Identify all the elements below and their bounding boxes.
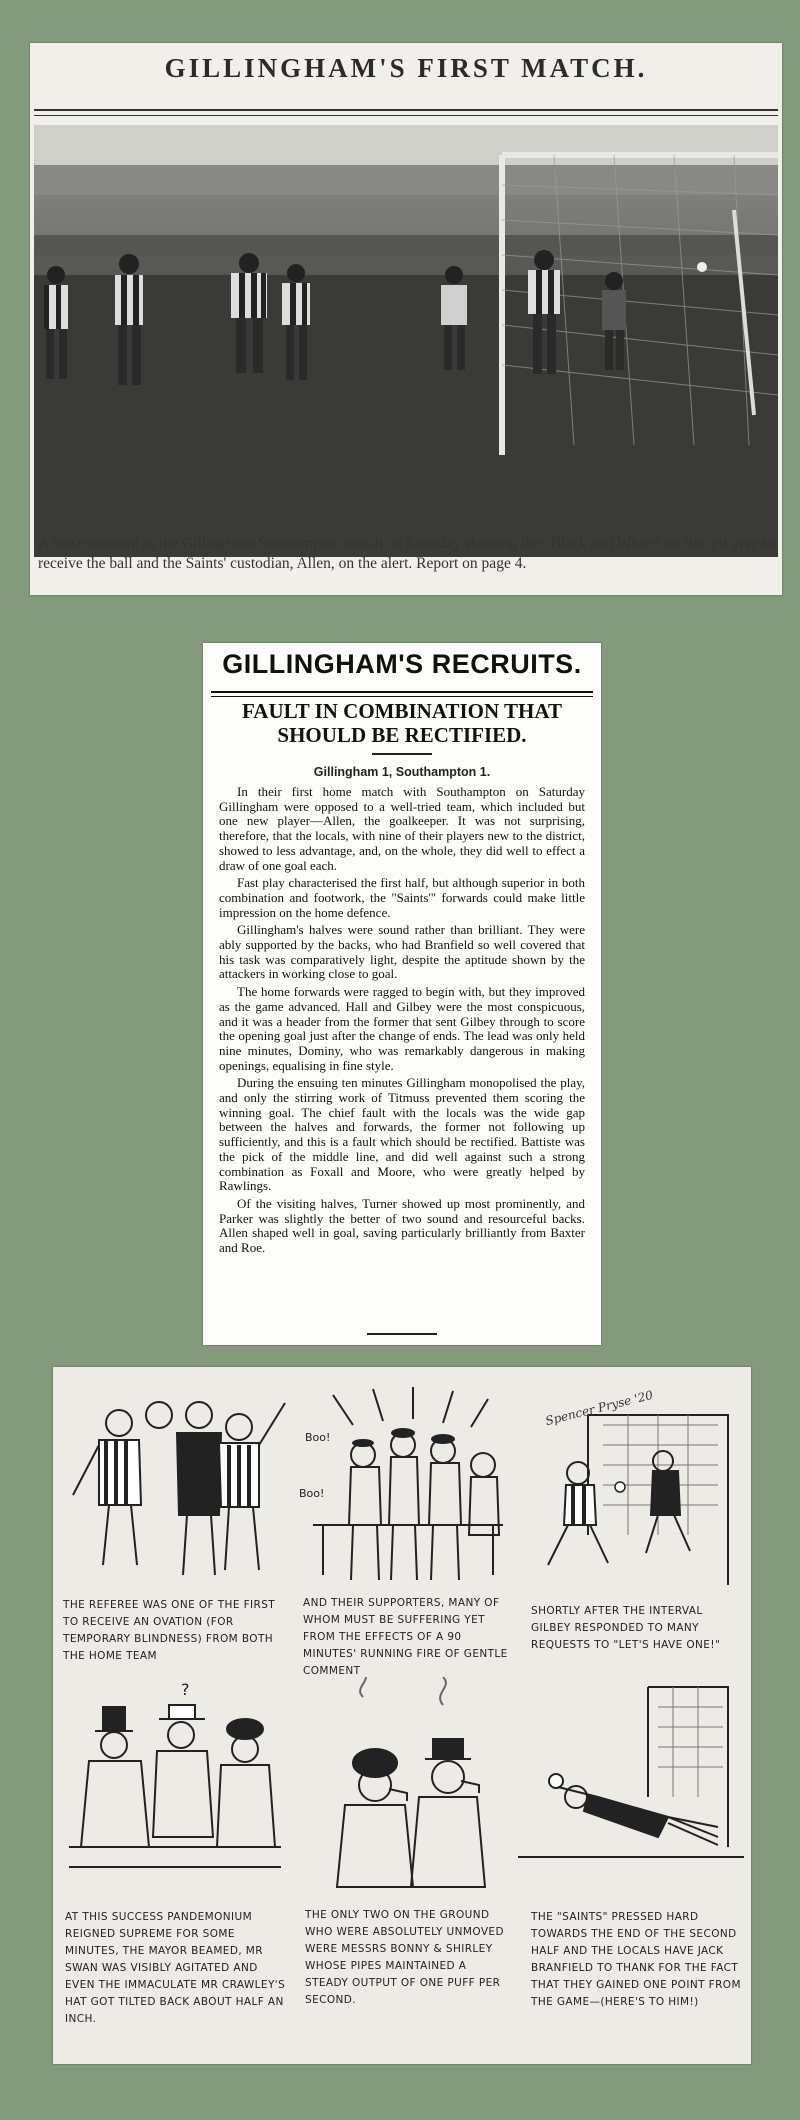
headline-rule: [34, 109, 778, 111]
cartoon-panel-pipe-smokers: [293, 1677, 515, 1903]
cartoon-caption-6: THE "SAINTS" PRESSED HARD TOWARDS THE END OF THE SECOND HALF AND THE LOCALS HAVE JACK BRANFIELD TO THANK FOR THE FACT THAT THEY GAINED ONE POINT FROM THE GAME—(HERE'S TO HIM!): [531, 1911, 741, 2008]
artist-signature: Spencer Pryse '20: [543, 1387, 655, 1429]
article-body: [219, 785, 585, 1259]
end-rule: [367, 1333, 437, 1335]
photo-headline: GILLINGHAM'S FIRST MATCH.: [164, 53, 648, 83]
article-title: GILLINGHAM'S RECRUITS.: [222, 649, 582, 679]
title-rule-thin: [211, 696, 593, 697]
score-line: Gillingham 1, Southampton 1.: [313, 765, 491, 779]
article-paragraph: Of the visiting halves, Turner showed up most prominently, and Parker was slightly the better of two sound and resourceful backs. Allen shaped well in goal, saving particularly brilliantly from Baxter and Roe.: [219, 1195, 585, 1256]
goal-drawing: [518, 1375, 744, 1597]
football: [697, 262, 707, 272]
photo-caption: A tense moment in the Gillingham-Southampton match on Saturday showing the "Black and White" on the qui vive to receive the ball and the Saints' custodian, Allen, on the alert. Report on page 4.: [38, 535, 774, 572]
article-paragraph: During the ensuing ten minutes Gillingham monopolised the play, and only the stirring work of Titmuss prevented them scoring the winning goal. The chief fault with the locals was the wide gap between the halves and forwards, the former not following up sufficiently, and this is a fault which should be rectified. Battiste was the pick of the middle line, and did well against such a strong combination as Foxall and Moore, who were greatly helped by Rawlings.: [219, 1075, 585, 1194]
article-paragraph: Gillingham's halves were sound rather than brilliant. They were ably supported by the backs, who had Branfield so well covered that his task was comparatively light, despite the aptitude shown by the attackers in working close to goal.: [219, 922, 585, 982]
referee-drawing: [59, 1375, 291, 1597]
match-photograph: [34, 125, 778, 557]
article-clipping: [203, 643, 601, 1345]
cartoon-panel-supporters: [293, 1375, 515, 1597]
pipe-smokers-drawing: [293, 1677, 515, 1903]
cartoon-caption-2: AND THEIR SUPPORTERS, MANY OF WHOM MUST BE SUFFERING YET FROM THE EFFECTS OF A 90 MINUTES' RUNNING FIRE OF GENTLE COMMENT: [303, 1597, 508, 1677]
article-paragraph: Fast play characterised the first half, but although superior in both combination and footwork, the "Saints'" forwards could make little impression on the home defence.: [219, 875, 585, 920]
cartoon-panel-dignitaries: [59, 1677, 291, 1903]
boo-label: Boo!: [305, 1431, 331, 1444]
dignitaries-drawing: [59, 1677, 291, 1903]
cartoon-clipping: [53, 1367, 751, 2064]
cartoon-panel-save: [518, 1677, 744, 1903]
article-paragraph: In their first home match with Southampton on Saturday Gillingham were opposed to a well-tried team, which included but one new player—Allen, the goalkeeper. It was not surprising, therefore, that the locals, with nine of their players new to the district, showed to less advantage, and, on the whole, they did well to effect a draw of one goal each.: [219, 784, 585, 873]
svg-text:?: ?: [181, 1680, 190, 1699]
cartoon-panel-referee: [59, 1375, 291, 1597]
title-rule: [211, 691, 593, 693]
cartoon-caption-1: THE REFEREE WAS ONE OF THE FIRST TO RECEIVE AN OVATION (FOR TEMPORARY BLINDNESS) FROM BOTH THE HOME TEAM: [63, 1599, 276, 1662]
cartoon-panel-goal: [518, 1375, 744, 1597]
save-drawing: [518, 1677, 744, 1903]
photo-clipping: [30, 43, 782, 595]
subhead-rule: [372, 753, 432, 755]
boo-label: Boo!: [299, 1487, 325, 1500]
cartoon-caption-5: THE ONLY TWO ON THE GROUND WHO WERE ABSOLUTELY UNMOVED WERE MESSRS BONNY & SHIRLEY WHOSE PIPES MAINTAINED A STEADY OUTPUT OF ONE PUFF PER SECOND.: [305, 1909, 504, 2006]
article-subhead: FAULT IN COMBINATION THAT SHOULD BE RECTIFIED.: [242, 699, 562, 747]
headline-rule-thin: [34, 115, 778, 116]
article-paragraph: The home forwards were ragged to begin with, but they improved as the game advanced. Hall and Gilbey were the most conspicuous, and it was a header from the former that sent Gilbey through to score the opening goal just after the change of ends. The lead was only held nine minutes, Dominy, who was remarkably dangerous in making openings, equalising in fine style.: [219, 984, 585, 1073]
match-photo-drawing: [34, 125, 778, 557]
cartoon-caption-3: SHORTLY AFTER THE INTERVAL GILBEY RESPONDED TO MANY REQUESTS TO "LET'S HAVE ONE!": [531, 1605, 721, 1651]
cartoon-caption-4: AT THIS SUCCESS PANDEMONIUM REIGNED SUPREME FOR SOME MINUTES, THE MAYOR BEAMED, MR SWAN WAS VISIBLY AGITATED AND EVEN THE IMMACULATE MR CRAWLEY'S HAT GOT TILTED BACK ABOUT HALF AN INCH.: [65, 1911, 286, 2025]
supporters-drawing: [293, 1375, 515, 1597]
